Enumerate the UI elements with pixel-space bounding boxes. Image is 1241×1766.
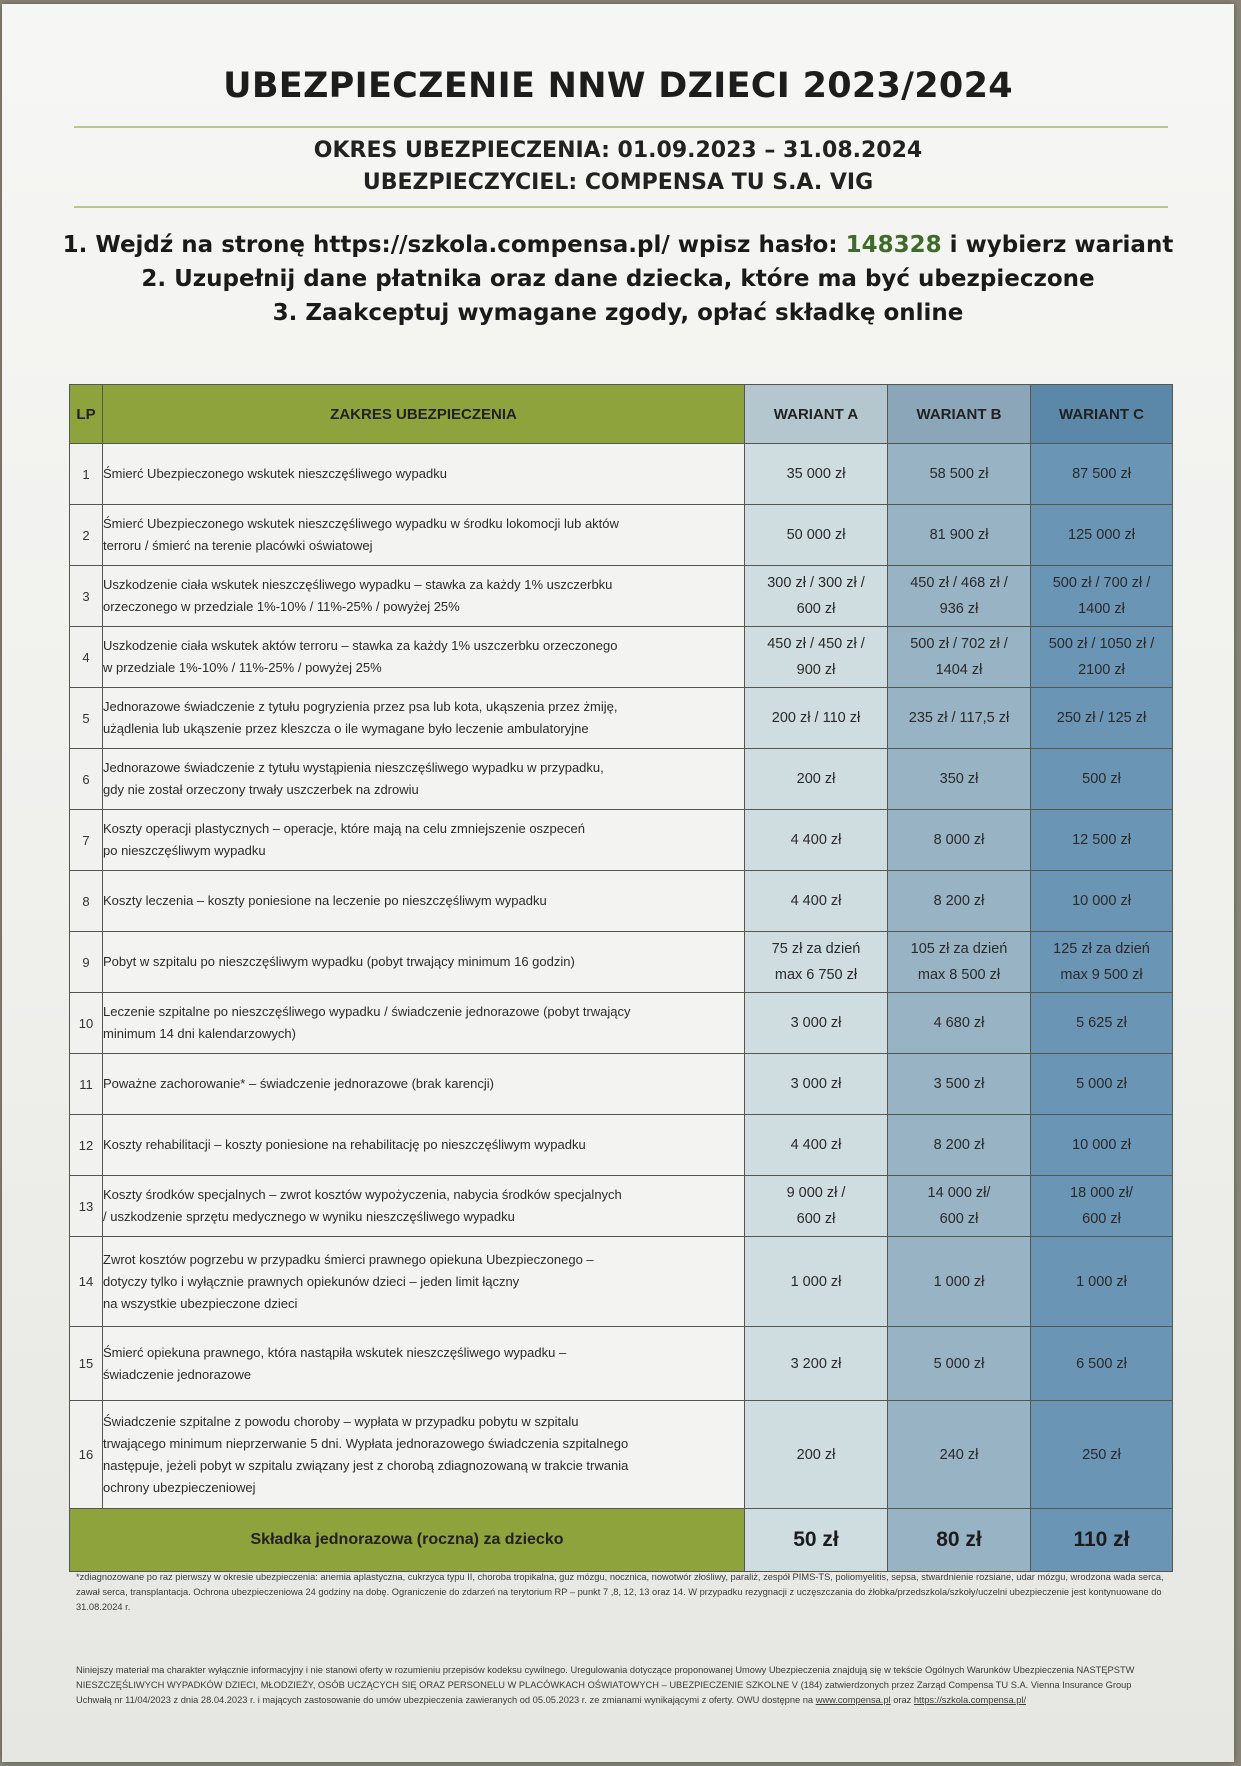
coverage-description — [103, 1327, 745, 1401]
value-line: 5 000 zł — [933, 1355, 985, 1372]
variant-a-value — [745, 444, 888, 505]
variant-c-value — [1031, 810, 1173, 871]
table-row — [70, 810, 1173, 871]
value-line: 2100 zł — [1078, 662, 1125, 678]
description-line: / uszkodzenie sprzętu medycznego w wyniku nieszczęśliwego wypadku — [103, 1209, 515, 1224]
description-line: Zwrot kosztów pogrzebu w przypadku śmierci prawnego opiekuna Ubezpieczonego – — [103, 1251, 594, 1267]
value-line: 18 000 zł/ — [1070, 1185, 1133, 1201]
value-line: max 8 500 zł — [917, 967, 1001, 983]
coverage-description — [103, 749, 745, 810]
value-line: 8 200 zł — [933, 893, 985, 909]
value-line: 125 zł za dzień — [1053, 941, 1150, 957]
value-line: 35 000 zł — [786, 466, 846, 482]
coverage-description — [103, 1115, 745, 1176]
value-line: 4 400 zł — [790, 832, 842, 848]
value-line: 200 zł — [796, 1446, 836, 1463]
variant-c-value — [1031, 1237, 1173, 1327]
premium-variant-c: 110 zł — [1031, 1509, 1173, 1572]
row-number: 5 — [70, 688, 103, 749]
step-1-suffix: i wybierz wariant — [941, 232, 1174, 258]
variant-b-value — [888, 1327, 1031, 1401]
table-row — [70, 1237, 1173, 1327]
row-number: 12 — [70, 1115, 103, 1176]
description-line: Koszty operacji plastycznych – operacje, które mają na celu zmniejszenie oszpeceń — [103, 821, 585, 836]
variant-b-value — [888, 1237, 1031, 1327]
value-line: 125 000 zł — [1068, 527, 1135, 543]
value-line: 75 zł za dzień — [771, 941, 861, 957]
value-line: 6 500 zł — [1076, 1355, 1127, 1372]
variant-a-value — [745, 993, 888, 1054]
description-line: Śmierć opiekuna prawnego, która nastąpiła wskutek nieszczęśliwego wypadku – — [103, 1344, 567, 1360]
value-line: 1 000 zł — [933, 1273, 985, 1290]
description-line: następuje, jeżeli pobyt w szpitalu związany jest z chorobą zdiagnozowaną w trakcie trwania — [103, 1457, 629, 1473]
coverage-description — [103, 871, 745, 932]
table-row — [70, 932, 1173, 993]
row-number: 6 — [70, 749, 103, 810]
coverage-description — [103, 993, 745, 1054]
table-row — [70, 749, 1173, 810]
variant-b-value — [888, 810, 1031, 871]
coverage-description — [103, 566, 745, 627]
variant-a-value — [745, 1237, 888, 1327]
premium-variant-b: 80 zł — [888, 1509, 1031, 1572]
description-line: Uszkodzenie ciała wskutek aktów terroru – stawka za każdy 1% uszczerbku orzeczonego — [103, 638, 618, 653]
table-row — [70, 444, 1173, 505]
variant-a-value — [745, 749, 888, 810]
description-line: orzeczonego w przedziale 1%-10% / 11%-25% / powyżej 25% — [103, 599, 460, 614]
value-line: 936 zł — [939, 601, 979, 617]
variant-a-value — [745, 1054, 888, 1115]
variant-a-value — [745, 810, 888, 871]
row-number: 8 — [70, 871, 103, 932]
value-line: 1404 zł — [935, 662, 983, 678]
variant-c-value — [1031, 1176, 1173, 1237]
value-line: 4 680 zł — [933, 1015, 985, 1031]
insurer-name: UBEZPIECZYCIEL: COMPENSA TU S.A. VIG — [362, 170, 874, 195]
header-scope: ZAKRES UBEZPIECZENIA — [103, 385, 745, 444]
description-line: użądlenia lub ukąszenie przez kleszcza o ile wymagane było leczenie ambulatoryjne — [103, 721, 589, 736]
coverage-description — [103, 810, 745, 871]
value-line: 300 zł / 300 zł / — [767, 575, 865, 591]
description-line: Świadczenie szpitalne z powodu choroby – wypłata w przypadku pobytu w szpitalu — [103, 1413, 579, 1429]
description-line: dotyczy tylko i wyłącznie prawnych opiekunów dzieci – jeden limit łączny — [103, 1273, 520, 1289]
variant-b-value — [888, 1115, 1031, 1176]
coverage-description — [103, 1054, 745, 1115]
table-row — [70, 566, 1173, 627]
description-line: Leczenie szpitalne po nieszczęśliwego wypadku / świadczenie jednorazowe (pobyt trwający — [103, 1004, 631, 1019]
description-line: na wszystkie ubezpieczone dzieci — [103, 1295, 298, 1311]
coverage-description — [103, 1237, 745, 1327]
value-line: 450 zł / 450 zł / — [767, 636, 865, 652]
row-number: 13 — [70, 1176, 103, 1237]
coverage-description — [103, 688, 745, 749]
document-title: UBEZPIECZENIE NNW DZIECI 2023/2024 — [223, 66, 1013, 106]
value-line: 600 zł — [1082, 1211, 1121, 1227]
table-row — [70, 505, 1173, 566]
variant-a-value — [745, 932, 888, 993]
value-line: 900 zł — [796, 662, 836, 678]
row-number: 16 — [70, 1401, 103, 1509]
value-line: 5 000 zł — [1076, 1076, 1127, 1092]
description-line: Śmierć Ubezpieczonego wskutek nieszczęśliwego wypadku — [103, 466, 447, 481]
description-line: po nieszczęśliwym wypadku — [103, 843, 266, 858]
value-line: 105 zł za dzień — [910, 941, 1008, 957]
instruction-step-1 — [2, 232, 1234, 258]
variant-a-value — [745, 505, 888, 566]
value-line: 3 000 zł — [790, 1076, 842, 1092]
variant-c-value — [1031, 1115, 1173, 1176]
description-line: Koszty leczenia – koszty poniesione na leczenie po nieszczęśliwym wypadku — [103, 893, 547, 908]
coverage-description — [103, 505, 745, 566]
description-line: terroru / śmierć na terenie placówki oświatowej — [103, 538, 373, 553]
table-row — [70, 1176, 1173, 1237]
value-line: 350 zł — [939, 771, 979, 787]
value-line: 1 000 zł — [1076, 1273, 1127, 1290]
header-divider — [74, 206, 1168, 208]
value-line: 450 zł / 468 zł / — [910, 575, 1008, 591]
header-lp: LP — [70, 385, 103, 444]
premium-variant-a: 50 zł — [745, 1509, 888, 1572]
description-line: trwającego minimum nieprzerwanie 5 dni. Wypłata jednorazowego świadczenia szpitalnego — [103, 1435, 629, 1451]
variant-b-value — [888, 1401, 1031, 1509]
variant-b-value — [888, 688, 1031, 749]
value-line: 1400 zł — [1078, 601, 1125, 617]
variant-b-value — [888, 505, 1031, 566]
description-line: Koszty rehabilitacji – koszty poniesione na rehabilitację po nieszczęśliwym wypadku — [103, 1137, 586, 1152]
variant-c-value — [1031, 1401, 1173, 1509]
variant-c-value — [1031, 627, 1173, 688]
value-line: 240 zł — [939, 1446, 979, 1463]
table-row — [70, 1054, 1173, 1115]
description-line: Jednorazowe świadczenie z tytułu wystąpienia nieszczęśliwego wypadku w przypadku, — [103, 760, 604, 775]
premium-label: Składka jednorazowa (roczna) za dziecko — [70, 1509, 745, 1572]
insurance-period: OKRES UBEZPIECZENIA: 01.09.2023 – 31.08.2024 — [313, 138, 923, 163]
variant-c-value — [1031, 444, 1173, 505]
step-1-text: 1. Wejdź na stronę https://szkola.compensa.pl/ wpisz hasło: — [62, 232, 846, 258]
value-line: 87 500 zł — [1072, 466, 1131, 482]
variant-a-value — [745, 688, 888, 749]
table-row — [70, 1401, 1173, 1509]
description-line: minimum 14 dni kalendarzowych) — [103, 1026, 296, 1041]
variant-c-value — [1031, 688, 1173, 749]
description-line: ochrony ubezpieczeniowej — [103, 1479, 256, 1495]
variant-c-value — [1031, 932, 1173, 993]
description-line: gdy nie został orzeczony trwały uszczerbek na zdrowiu — [103, 782, 419, 797]
variant-b-value — [888, 993, 1031, 1054]
coverage-description — [103, 1176, 745, 1237]
row-number: 15 — [70, 1327, 103, 1401]
row-number: 3 — [70, 566, 103, 627]
value-line: 250 zł / 125 zł — [1056, 710, 1147, 726]
table-row — [70, 993, 1173, 1054]
compensa-link[interactable]: www.compensa.pl — [815, 1695, 891, 1705]
value-line: 4 400 zł — [790, 1137, 842, 1153]
variant-c-value — [1031, 566, 1173, 627]
premium-row — [70, 1509, 1173, 1572]
value-line: 235 zł / 117,5 zł — [908, 710, 1010, 726]
table-row — [70, 1327, 1173, 1401]
row-number: 9 — [70, 932, 103, 993]
variant-b-value — [888, 932, 1031, 993]
variant-a-value — [745, 1115, 888, 1176]
row-number: 7 — [70, 810, 103, 871]
row-number: 14 — [70, 1237, 103, 1327]
value-line: max 6 750 zł — [774, 967, 858, 983]
variant-a-value — [745, 1327, 888, 1401]
value-line: 500 zł / 1050 zł / — [1048, 636, 1155, 652]
instruction-step-2: 2. Uzupełnij dane płatnika oraz dane dziecka, które ma być ubezpieczone — [141, 266, 1095, 292]
table-row — [70, 688, 1173, 749]
description-line: Poważne zachorowanie* – świadczenie jednorazowe (brak karencji) — [103, 1076, 494, 1091]
value-line: 50 000 zł — [786, 527, 846, 543]
variant-c-value — [1031, 871, 1173, 932]
variant-b-value — [888, 1176, 1031, 1237]
header-variant-b: WARIANT B — [888, 385, 1031, 444]
footnote: *zdiagnozowane po raz pierwszy w okresie ubezpieczenia: anemia aplastyczna, cukrzyca typu II, choroba tropikalna, guz mózgu, nocznica, nowotwór złośliwy, paraliż, zespół PIMS-TS, poliomyelitis, sepsa, stwardnienie rozsiane, udar mózgu, wrodzona wada serca, zawał serca, transplantacja. Ochrona ubezpieczeniowa 24 godziny na dobę. Ograniczenie do zdarzeń na terytorium RP – punkt 7 ,8, 12, 13 oraz 14. W przypadku rezygnacji z uczęszczania do żłobka/przedszkola/szkoły/uczelni ubezpieczenie jest kontynuowane do 31.08.2024 r. — [76, 1572, 1164, 1612]
variant-b-value — [888, 1054, 1031, 1115]
value-line: 1 000 zł — [790, 1273, 842, 1290]
value-line: 9 000 zł / — [786, 1185, 846, 1201]
description-line: Pobyt w szpitalu po nieszczęśliwym wypadku (pobyt trwający minimum 16 godzin) — [103, 954, 575, 969]
variant-c-value — [1031, 1054, 1173, 1115]
value-line: 250 zł — [1082, 1446, 1121, 1463]
value-line: 14 000 zł/ — [927, 1185, 991, 1201]
variant-b-value — [888, 749, 1031, 810]
value-line: 200 zł / 110 zł — [771, 710, 861, 726]
value-line: 10 000 zł — [1072, 1137, 1131, 1153]
variant-b-value — [888, 566, 1031, 627]
instruction-step-3: 3. Zaakceptuj wymagane zgody, opłać składkę online — [272, 300, 964, 326]
title-divider — [74, 126, 1168, 128]
description-line: w przedziale 1%-10% / 11%-25% / powyżej 25% — [103, 660, 382, 675]
variant-a-value — [745, 627, 888, 688]
table-header-row — [70, 385, 1173, 444]
disclaimer-text: Niniejszy materiał ma charakter wyłącznie informacyjny i nie stanowi oferty w rozumieniu przepisów kodeksu cywilnego. Uregulowania dotyczące proponowanej Umowy Ubezpieczenia znajdują się w tekście Ogólnych Warunków Ubezpieczenia NASTĘPSTW NIESZCZĘŚLIWYCH WYPADKÓW DZIECI, MŁODZIEŻY, OSÓB UCZĄCYCH SIĘ ORAZ PERSONELU W PLACÓWKACH OŚWIATOWYCH – UBEZPIECZENIE SZKOLNE V (184) zatwierdzonych przez Zarząd Compensa TU S.A. Vienna Insurance Group Uchwałą nr 11/04/2023 z dnia 28.04.2023 r. i mających zastosowanie do umów ubezpieczenia zawieranych od 05.05.2023 r. ze zmianami wynikającymi z oferty. OWU dostępne na — [76, 1665, 1135, 1705]
row-number: 11 — [70, 1054, 103, 1115]
header-variant-a: WARIANT A — [745, 385, 888, 444]
value-line: 5 625 zł — [1076, 1015, 1127, 1031]
variant-c-value — [1031, 1327, 1173, 1401]
legal-disclaimer — [76, 1663, 1166, 1708]
description-line: świadczenie jednorazowe — [103, 1366, 252, 1382]
szkola-link[interactable]: https://szkola.compensa.pl/ — [913, 1695, 1027, 1705]
coverage-description — [103, 1401, 745, 1509]
value-line: 10 000 zł — [1072, 893, 1131, 909]
value-line: 500 zł / 702 zł / — [910, 636, 1008, 652]
value-line: 500 zł / 700 zł / — [1052, 575, 1151, 591]
description-line: Śmierć Ubezpieczonego wskutek nieszczęśliwego wypadku w środku lokomocji lub aktów — [103, 516, 619, 531]
disclaimer-conjunction: oraz — [890, 1695, 914, 1705]
variant-b-value — [888, 444, 1031, 505]
variant-c-value — [1031, 505, 1173, 566]
value-line: 12 500 zł — [1072, 832, 1131, 848]
value-line: 3 500 zł — [933, 1076, 985, 1092]
variant-a-value — [745, 1176, 888, 1237]
value-line: 500 zł — [1082, 771, 1121, 787]
variant-b-value — [888, 627, 1031, 688]
password-value: 148328 — [845, 232, 942, 258]
row-number: 1 — [70, 444, 103, 505]
coverage-description — [103, 932, 745, 993]
variant-c-value — [1031, 749, 1173, 810]
variant-a-value — [745, 566, 888, 627]
value-line: 3 000 zł — [790, 1015, 842, 1031]
description-line: Uszkodzenie ciała wskutek nieszczęśliwego wypadku – stawka za każdy 1% uszczerbku — [103, 577, 613, 592]
value-line: 4 400 zł — [790, 893, 842, 909]
value-line: 8 000 zł — [933, 832, 985, 848]
row-number: 2 — [70, 505, 103, 566]
value-line: 600 zł — [939, 1211, 979, 1227]
coverage-table — [69, 384, 1173, 1572]
variant-c-value — [1031, 993, 1173, 1054]
value-line: 600 zł — [796, 601, 836, 617]
coverage-description — [103, 627, 745, 688]
row-number: 10 — [70, 993, 103, 1054]
value-line: 81 900 zł — [929, 527, 989, 543]
value-line: 200 zł — [796, 771, 836, 787]
description-line: Koszty środków specjalnych – zwrot kosztów wypożyczenia, nabycia środków specjalnych — [103, 1187, 622, 1202]
description-line: Jednorazowe świadczenie z tytułu pogryzienia przez psa lub kota, ukąszenia przez żmiję, — [103, 699, 618, 714]
document-page — [2, 4, 1234, 1762]
table-row — [70, 871, 1173, 932]
value-line: 8 200 zł — [933, 1137, 985, 1153]
variant-a-value — [745, 871, 888, 932]
header-variant-c: WARIANT C — [1031, 385, 1173, 444]
value-line: 3 200 zł — [790, 1355, 842, 1372]
row-number: 4 — [70, 627, 103, 688]
variant-a-value — [745, 1401, 888, 1509]
table-row — [70, 1115, 1173, 1176]
table-row — [70, 627, 1173, 688]
value-line: 58 500 zł — [929, 466, 989, 482]
value-line: 600 zł — [796, 1211, 836, 1227]
variant-b-value — [888, 871, 1031, 932]
value-line: max 9 500 zł — [1060, 967, 1143, 983]
coverage-description — [103, 444, 745, 505]
